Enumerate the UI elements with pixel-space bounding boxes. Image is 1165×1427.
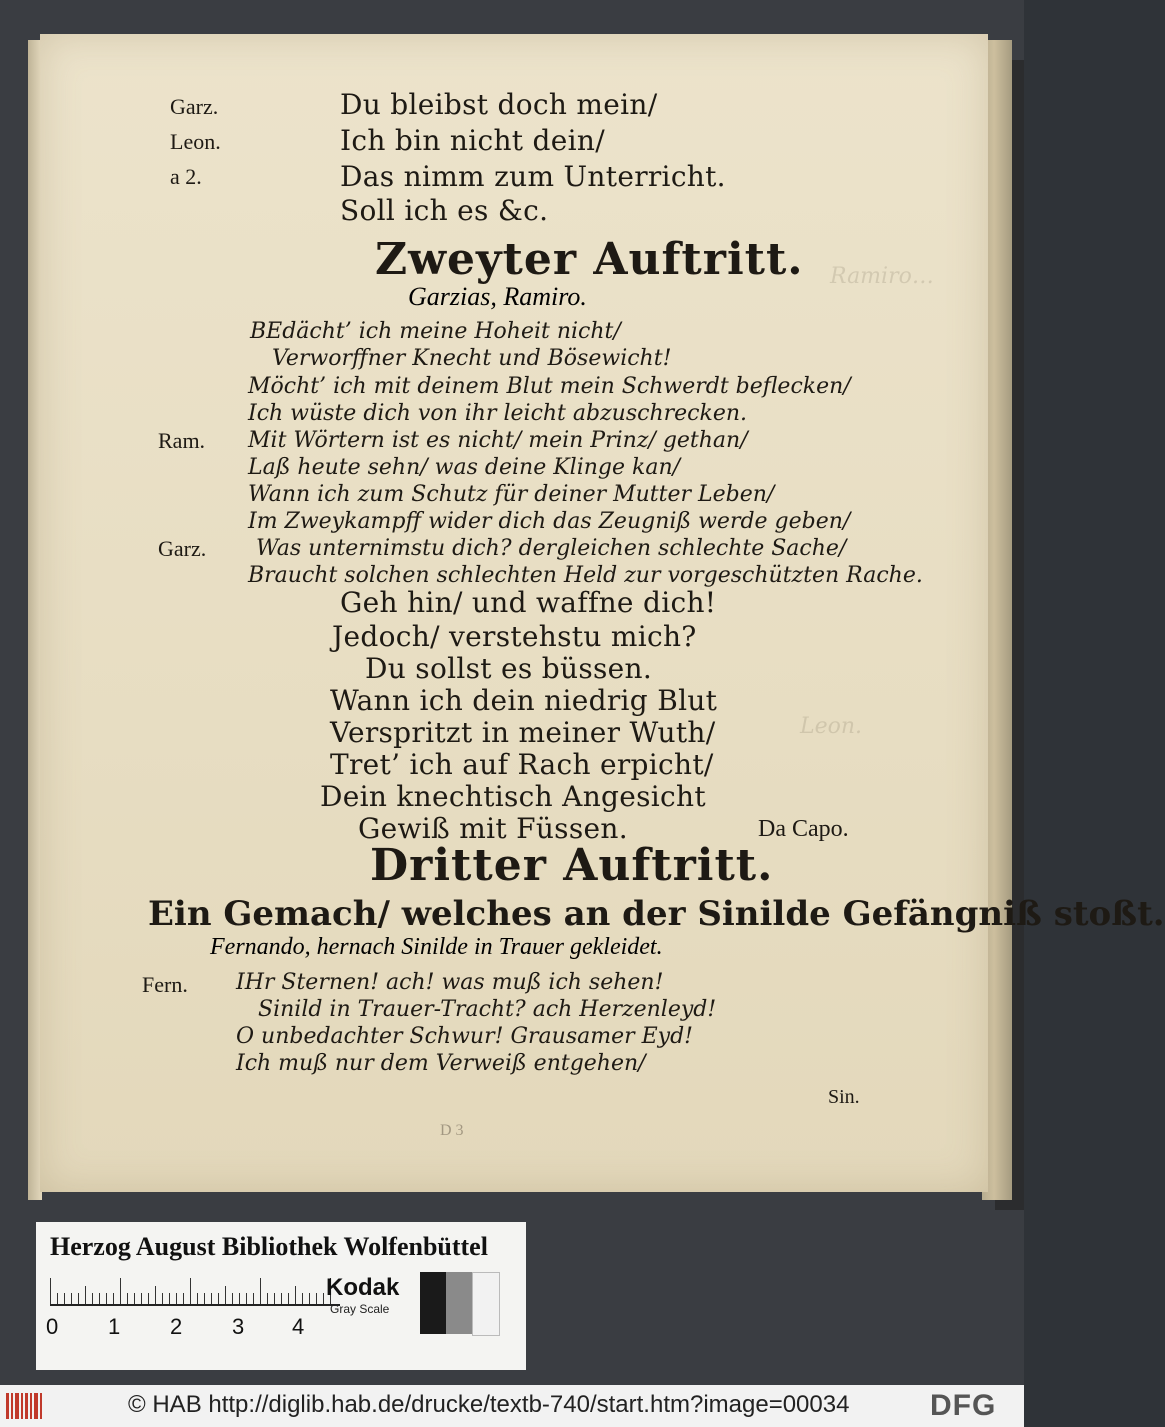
- gray-swatch-light: [472, 1272, 500, 1336]
- da-capo-note: Da Capo.: [758, 816, 849, 842]
- verse-line: Sinild in Trauer-Tracht? ach Herzenleyd!: [258, 997, 717, 1022]
- ruler-tick: [246, 1293, 247, 1304]
- speaker-label: Garz.: [158, 536, 207, 561]
- aria-line: Wann ich dein niedrig Blut: [330, 684, 718, 717]
- aria-line: Dein knechtisch Angesicht: [320, 780, 706, 813]
- verse-line: Was unternimstu dich? dergleichen schlechte Sache/: [256, 536, 847, 561]
- scene-heading: Zweyter Auftritt.: [375, 234, 804, 285]
- ruler-tick: [106, 1293, 107, 1304]
- cast-list: Garzias, Ramiro.: [408, 282, 587, 311]
- credit-footer: [0, 1385, 1024, 1427]
- ruler-tick: [176, 1293, 177, 1304]
- verse-line: BEdächt’ ich meine Hoheit nicht/: [250, 319, 621, 344]
- barcode-icon: [6, 1393, 46, 1419]
- library-name: Herzog August Bibliothek Wolfenbüttel: [50, 1232, 488, 1261]
- ruler-tick: [267, 1293, 268, 1304]
- verse-line: IHr Sternen! ach! was muß ich sehen!: [236, 970, 664, 995]
- ruler-tick: [169, 1293, 170, 1304]
- verse-line: Verworffner Knecht und Bösewicht!: [272, 346, 672, 371]
- ruler-tick: [134, 1293, 135, 1304]
- verse-line: Das nimm zum Unterricht.: [340, 160, 726, 193]
- ruler-tick: [71, 1293, 72, 1304]
- ruler-number: 2: [170, 1314, 183, 1339]
- speaker-label: Garz.: [170, 94, 219, 119]
- speaker-label: Fern.: [142, 972, 188, 997]
- ruler-tick: [204, 1293, 205, 1304]
- copyright-link[interactable]: © HAB http://diglib.hab.de/drucke/textb-740/start.htm?image=00034: [128, 1391, 850, 1418]
- ruler-tick: [141, 1293, 142, 1304]
- ruler-tick: [113, 1293, 114, 1304]
- gray-scale-caption: Gray Scale: [330, 1302, 390, 1316]
- aria-line: Geh hin/ und waffne dich!: [340, 586, 717, 619]
- aria-line: Tret’ ich auf Rach erpicht/: [330, 748, 714, 781]
- ruler-tick: [295, 1286, 296, 1304]
- speaker-label: Ram.: [158, 428, 206, 453]
- verse-line: Ich wüste dich von ihr leicht abzuschrecken.: [248, 401, 747, 426]
- library-label: [36, 1222, 526, 1370]
- verse-line: Möcht’ ich mit deinem Blut mein Schwerdt beflecken/: [248, 374, 851, 399]
- ruler-tick: [218, 1293, 219, 1304]
- ruler-tick: [274, 1293, 275, 1304]
- ruler-tick: [239, 1293, 240, 1304]
- verse-line: Braucht solchen schlechten Held zur vorgeschützten Rache.: [248, 563, 923, 588]
- gray-swatch-dark: [420, 1272, 446, 1334]
- scale-ruler: [50, 1274, 340, 1306]
- aria-line: Verspritzt in meiner Wuth/: [330, 716, 716, 749]
- verse-line: Laß heute sehn/ was deine Klinge kan/: [248, 455, 681, 480]
- ruler-tick: [316, 1293, 317, 1304]
- ruler-tick: [232, 1293, 233, 1304]
- ruler-tick: [225, 1286, 226, 1304]
- ruler-number: 3: [232, 1314, 245, 1339]
- ruler-tick: [148, 1293, 149, 1304]
- speaker-label: a 2.: [170, 164, 202, 189]
- ruler-tick: [190, 1278, 191, 1304]
- bleed-through: Ramiro…: [830, 264, 934, 289]
- cast-list: Fernando, hernach Sinilde in Trauer gekleidet.: [210, 934, 663, 960]
- ruler-tick: [99, 1293, 100, 1304]
- ruler-number: 0: [46, 1314, 59, 1339]
- ruler-tick: [211, 1293, 212, 1304]
- verse-line: Ich bin nicht dein/: [340, 124, 605, 157]
- aria-line: Jedoch/ verstehstu mich?: [332, 620, 697, 653]
- signature-mark: D 3: [440, 1122, 464, 1139]
- ruler-tick: [302, 1293, 303, 1304]
- kodak-logo: Kodak: [326, 1274, 400, 1301]
- speaker-label: Leon.: [170, 129, 221, 154]
- ruler-tick: [162, 1293, 163, 1304]
- verse-line: Ich muß nur dem Verweiß entgehen/: [236, 1051, 646, 1076]
- scene-setting: Ein Gemach/ welches an der Sinilde Gefängniß stoßt.: [148, 894, 1165, 934]
- catchword: Sin.: [828, 1086, 860, 1108]
- bleed-through: Leon.: [800, 714, 863, 739]
- ruler-tick: [57, 1293, 58, 1304]
- ruler-tick: [155, 1286, 156, 1304]
- ruler-tick: [120, 1278, 121, 1304]
- scene-heading: Dritter Auftritt.: [370, 840, 774, 891]
- ruler-tick: [92, 1293, 93, 1304]
- ruler-tick: [260, 1278, 261, 1304]
- ruler-tick: [127, 1293, 128, 1304]
- ruler-tick: [64, 1293, 65, 1304]
- ruler-tick: [78, 1293, 79, 1304]
- verse-line: Wann ich zum Schutz für deiner Mutter Leben/: [248, 482, 775, 507]
- aria-line: Gewiß mit Füssen.: [358, 812, 628, 845]
- ruler-tick: [309, 1293, 310, 1304]
- verse-line: Mit Wörtern ist es nicht/ mein Prinz/ gethan/: [248, 428, 748, 453]
- ruler-tick: [253, 1293, 254, 1304]
- verse-line: O unbedachter Schwur! Grausamer Eyd!: [236, 1024, 694, 1049]
- ruler-tick: [281, 1293, 282, 1304]
- ruler-tick: [183, 1293, 184, 1304]
- ruler-number: 1: [108, 1314, 121, 1339]
- ruler-tick: [323, 1293, 324, 1304]
- ruler-tick: [85, 1286, 86, 1304]
- aria-line: Du sollst es büssen.: [365, 652, 653, 685]
- verse-line: Soll ich es &c.: [340, 194, 549, 227]
- gray-swatch-mid: [446, 1272, 472, 1334]
- ruler-tick: [197, 1293, 198, 1304]
- verse-line: Du bleibst doch mein/: [340, 88, 658, 121]
- ruler-tick: [50, 1278, 51, 1304]
- dfg-logo: DFG: [930, 1389, 997, 1422]
- verse-line: Im Zweykampff wider dich das Zeugniß werde geben/: [248, 509, 851, 534]
- book-page: [40, 34, 1165, 1192]
- ruler-number: 4: [292, 1314, 305, 1339]
- ruler-tick: [288, 1293, 289, 1304]
